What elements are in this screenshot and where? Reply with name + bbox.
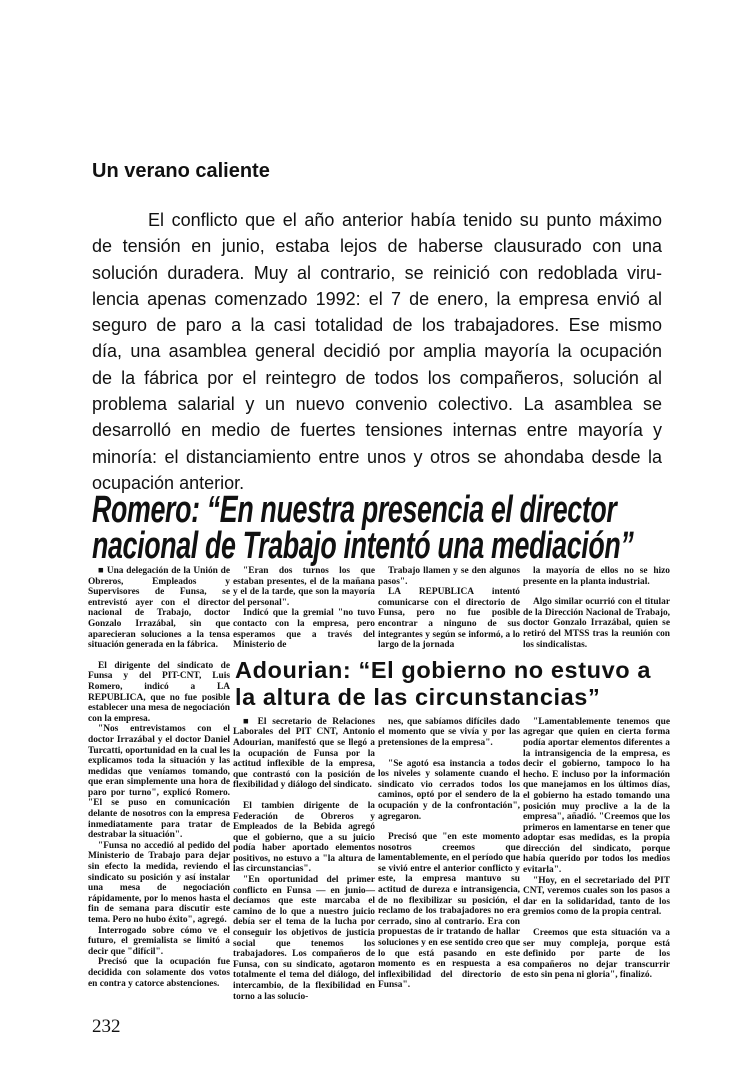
clipping-column-4-top xyxy=(523,566,670,650)
body-line: desarrolló en medio de fuertes tensiones internas entre mayoría y xyxy=(92,420,662,441)
subheadline-line: la altura de las circunstancias” xyxy=(235,683,601,710)
bottom-columns-row xyxy=(233,717,670,1002)
body-line: El conflicto que el año anterior había tenido su punto máximo xyxy=(148,210,662,230)
clipping-headline xyxy=(92,489,670,567)
clipping-columns xyxy=(88,566,670,1002)
column-paragraph: "Eran dos turnos los que estaban presentes, el de la mañana y el de la tarde, que son la mayoría del personal". xyxy=(233,566,375,608)
column-paragraph: "Se agotó esa instancia a todos los niveles y solamente cuando el sindicato vio cerrados todos los caminos, optó por el sendero de la ocupación y de la confrontación", agregaron. xyxy=(378,758,520,822)
body-line: solución duradera. Muy al contrario, se reinició con redoblada viru- xyxy=(92,262,662,283)
body-line: de la fábrica por el reintegro de todos los compañeros, solución al xyxy=(92,367,662,388)
body-line: de tensión en junio, estaba lejos de haberse clausurado con una xyxy=(92,236,662,257)
column-paragraph: nes, que sabíamos difíciles dado el momento que se vivía y por las pretensiones de la empresa". xyxy=(378,716,520,748)
body-line: día, una asamblea general decidió por amplia mayoría la ocupación xyxy=(92,341,662,362)
column-paragraph: Interrogado sobre cómo ve el futuro, el gremialista se limitó a decir que "difícil". xyxy=(88,925,230,957)
headline-text xyxy=(92,489,634,567)
body-line: problema salarial y un nuevo convenio colectivo. La asamblea se xyxy=(92,394,662,415)
column-paragraph: ■ El secretario de Relaciones Laborales del PIT CNT, Antonio Adourian, manifestó que se llegó a la ocupación de Funsa por la actitud inflexible de la empresa, que contrastó con la posición de flexibilidad y diálogo del sindicato. xyxy=(233,716,375,791)
page-number: 232 xyxy=(92,1016,121,1038)
column-paragraph: Precisó que la ocupación fue decidida con solamente dos votos en contra y catorce abstenciones. xyxy=(88,957,230,989)
newspaper-clipping xyxy=(88,489,670,1038)
column-paragraph: LA REPUBLICA intentó comunicarse con el directorio de Funsa, pero no fue posible encontrar a ninguno de sus integrantes y según se informó, a lo largo de la jornada xyxy=(378,587,520,651)
column-paragraph: El tambien dirigente de la Federación de Obreros y Empleados de la Bebida agregó que el gobierno, que a su juicio podía haber aportado elementos positivos, no estuvo a "la altura de las circunstancias". xyxy=(233,800,375,875)
clipping-column-1 xyxy=(88,566,230,989)
clipping-column-4 xyxy=(523,717,670,981)
column-paragraph: Creemos que esta situación va a ser muy compleja, porque está definido por parte de los compañeros no dejar transcurrir esto sin pena ni gloria", finalizó. xyxy=(523,928,670,981)
column-paragraph: "Hoy, en el secretariado del PIT CNT, veremos cuales son los pasos a dar en la solidaridad, tanto de los gremios como de la propia central. xyxy=(523,875,670,918)
subheadline-line: Adourian: “El gobierno no estuvo a xyxy=(235,656,651,683)
clipping-column-3-top xyxy=(378,566,520,651)
column-paragraph: Indicó que la gremial "no tuvo contacto con la empresa, pero esperamos que a través del Ministerio de xyxy=(233,608,375,651)
body-line: ocupación anterior. xyxy=(92,472,245,493)
body-paragraph xyxy=(92,207,662,496)
column-paragraph: ■ Una delegación de la Unión de Obreros, Empleados y Supervisores de Funsa, se entrevistó ayer con el director nacional de Trabajo, doctor Gonzalo Irrazábal, sin que aparecieran soluciones a la tensa situación generada en la fábrica. xyxy=(88,566,230,651)
column-paragraph: la mayoría de ellos no se hizo presente en la planta industrial. xyxy=(523,566,670,587)
clipping-column-3 xyxy=(378,717,520,991)
section-title: Un verano caliente xyxy=(92,160,270,182)
headline-line: Romero: “En nuestra presencia el director xyxy=(92,489,617,531)
column-paragraph: "En oportunidad del primer conflicto en Funsa — en junio— decíamos que este marcaba el camino de lo que a nuestro juicio debía ser el tema de la lucha por conseguir los objetivos de justicia social que tenemos los trabajadores. Los compañeros de Funsa, con su sindicato, agotaron totalmente el tema del diálogo, del intercambio, de la flexibilidad en torno a las solucio- xyxy=(233,875,375,1002)
column-paragraph: Algo similar ocurrió con el titular de la Dirección Nacional de Trabajo, doctor Gonzalo Irrazábal, quien se retiró del MTSS tras la reunión con los sindicalistas. xyxy=(523,597,670,650)
clipping-right-area xyxy=(233,566,670,1002)
body-line: seguro de paro a la casi totalidad de los trabajadores. Ese mismo xyxy=(92,315,662,336)
body-line: minoría: el distanciamiento entre unos y otros se ahondaba desde la xyxy=(92,446,662,467)
column-paragraph: El dirigente del sindicato de Funsa y del PIT-CNT, Luis Romero, indicó a LA REPUBLICA, que no fue posible establecer una mesa de negociación con la empresa. xyxy=(88,660,230,724)
column-paragraph: "Lamentablemente tenemos que agregar que quien en cierta forma podía aportar elementos diferentes a la intransigencia de la empresa, es decir el gobierno, tampoco lo ha hecho. E incluso por la información que manejamos en los últimos días, el gobierno ha estado tomando una posición muy proclive a la de la empresa", añadió. "Creemos que los primeros en lamentarse en tener que adoptar esas medidas, es la propia dirección del sindicato, porque había querido por todos los medios evitarla". xyxy=(523,716,670,876)
clipping-subheadline xyxy=(235,657,670,711)
column-paragraph: Trabajo llamen y se den algunos pasos". xyxy=(378,566,520,587)
top-columns-row xyxy=(233,566,670,651)
column-paragraph: Precisó que "en este momento nosotros creemos que lamentablemente, en el período que se vivió entre el anterior conflicto y este, la empresa mantuvo su actitud de dureza e intransigencia, de no flexibilizar su posición, el reclamo de los trabajadores no era cerrado, sino al contrario. Era con propuestas de ir tratando de hallar soluciones y en ese sentido creo que lo que está pasando en este momento es en respuesta a esa inflexibilidad del directorio de Funsa". xyxy=(378,832,520,991)
headline-line: nacional de Trabajo intentó una mediación” xyxy=(92,525,634,567)
column-paragraph: "Nos entrevistamos con el doctor Irrazábal y el doctor Daniel Turcatti, oportunidad en la cual les explicamos toda la situación y las medidas que veníamos tomando, que eran simplemente una hora de paro por turno", explicó Romero. "El se puso en comunicación delante de nosotros con la empresa inmediatamente para tratar de destrabar la situación". xyxy=(88,724,230,841)
column-paragraph: "Funsa no accedió al pedido del Ministerio de Trabajo para dejar sin efecto la medida, reviendo el sindicato su posición y así instalar una mesa de negociación rápidamente, por lo menos hasta el fin de semana para discutir este tema. Pero no hubo éxito", agregó. xyxy=(88,840,230,925)
clipping-column-2 xyxy=(233,717,375,1002)
body-line: lencia apenas comenzado 1992: el 7 de enero, la empresa envió al xyxy=(92,288,662,309)
clipping-column-2-top xyxy=(233,566,375,651)
